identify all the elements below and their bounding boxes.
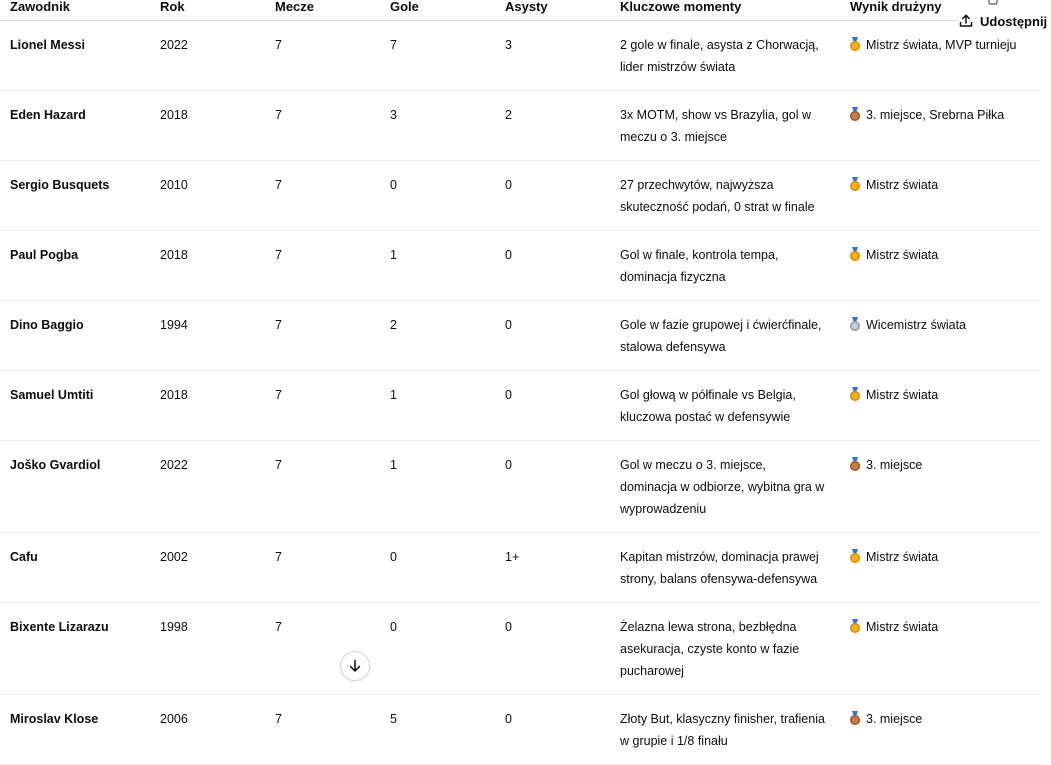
medal-disc bbox=[850, 553, 860, 563]
matches-cell: 7 bbox=[265, 371, 380, 441]
bronze-medal-icon bbox=[850, 457, 860, 471]
assists-cell: 2 bbox=[495, 91, 610, 161]
year-cell: 1994 bbox=[150, 301, 265, 371]
arrow-down-icon bbox=[348, 659, 362, 673]
header-key-moments: Kluczowe momenty bbox=[610, 0, 840, 21]
goals-cell: 7 bbox=[380, 21, 495, 91]
assists-cell: 0 bbox=[495, 603, 610, 695]
matches-cell: 7 bbox=[265, 603, 380, 695]
header-year: Rok bbox=[150, 0, 265, 21]
table-header-row bbox=[0, 0, 1040, 21]
table-row bbox=[0, 91, 1040, 161]
medal-disc bbox=[850, 181, 860, 191]
year-cell: 2022 bbox=[150, 21, 265, 91]
goals-cell: 1 bbox=[380, 231, 495, 301]
matches-cell: 7 bbox=[265, 441, 380, 533]
player-name: Miroslav Klose bbox=[0, 695, 150, 765]
year-cell: 2010 bbox=[150, 161, 265, 231]
team-result-cell bbox=[840, 21, 1040, 91]
header-player: Zawodnik bbox=[0, 0, 150, 21]
table-row bbox=[0, 21, 1040, 91]
header-assists: Asysty bbox=[495, 0, 610, 21]
assists-cell: 0 bbox=[495, 231, 610, 301]
team-result-cell bbox=[840, 371, 1040, 441]
player-name: Joško Gvardiol bbox=[0, 441, 150, 533]
assists-cell: 0 bbox=[495, 441, 610, 533]
table-row bbox=[0, 371, 1040, 441]
key-moments-cell: Gol w finale, kontrola tempa, dominacja fizyczna bbox=[610, 231, 840, 301]
medal-disc bbox=[850, 715, 860, 725]
player-name: Cafu bbox=[0, 533, 150, 603]
team-result-cell bbox=[840, 441, 1040, 533]
assists-cell: 0 bbox=[495, 371, 610, 441]
scroll-down-button[interactable] bbox=[340, 651, 370, 681]
assists-cell: 0 bbox=[495, 695, 610, 765]
key-moments-cell: Kapitan mistrzów, dominacja prawej strony, balans ofensywa-defensywa bbox=[610, 533, 840, 603]
team-result-cell bbox=[840, 161, 1040, 231]
player-name: Paul Pogba bbox=[0, 231, 150, 301]
table-row bbox=[0, 603, 1040, 695]
table-row bbox=[0, 441, 1040, 533]
year-cell: 2022 bbox=[150, 441, 265, 533]
table-body bbox=[0, 21, 1040, 765]
player-name: Samuel Umtiti bbox=[0, 371, 150, 441]
matches-cell: 7 bbox=[265, 301, 380, 371]
matches-cell: 7 bbox=[265, 533, 380, 603]
goals-cell: 3 bbox=[380, 91, 495, 161]
medal-disc bbox=[850, 321, 860, 331]
player-name: Lionel Messi bbox=[0, 21, 150, 91]
team-result-cell bbox=[840, 91, 1040, 161]
team-result-label: 3. miejsce bbox=[866, 712, 923, 726]
team-result-cell bbox=[840, 231, 1040, 301]
key-moments-cell: Żelazna lewa strona, bezbłędna asekuracja, czyste konto w fazie pucharowej bbox=[610, 603, 840, 695]
matches-cell: 7 bbox=[265, 231, 380, 301]
table-row bbox=[0, 301, 1040, 371]
year-cell: 2018 bbox=[150, 231, 265, 301]
silver-medal-icon bbox=[850, 317, 860, 331]
gold-medal-icon bbox=[850, 387, 860, 401]
matches-cell: 7 bbox=[265, 695, 380, 765]
team-result-label: Mistrz świata bbox=[866, 388, 939, 402]
goals-cell: 0 bbox=[380, 533, 495, 603]
medal-disc bbox=[850, 251, 860, 261]
player-name: Sergio Busquets bbox=[0, 161, 150, 231]
key-moments-cell: 27 przechwytów, najwyższa skuteczność podań, 0 strat w finale bbox=[610, 161, 840, 231]
team-result-label: Wicemistrz świata bbox=[866, 318, 967, 332]
goals-cell: 1 bbox=[380, 371, 495, 441]
gold-medal-icon bbox=[850, 619, 860, 633]
gold-medal-icon bbox=[850, 247, 860, 261]
medal-disc bbox=[850, 461, 860, 471]
goals-cell: 5 bbox=[380, 695, 495, 765]
key-moments-cell: 2 gole w finale, asysta z Chorwacją, lider mistrzów świata bbox=[610, 21, 840, 91]
player-name: Bixente Lizarazu bbox=[0, 603, 150, 695]
medal-disc bbox=[850, 623, 860, 633]
gold-medal-icon bbox=[850, 549, 860, 563]
key-moments-cell: Gol głową w półfinale vs Belgia, kluczowa postać w defensywie bbox=[610, 371, 840, 441]
key-moments-cell: Gole w fazie grupowej i ćwierćfinale, stalowa defensywa bbox=[610, 301, 840, 371]
assists-cell: 0 bbox=[495, 161, 610, 231]
goals-cell: 0 bbox=[380, 603, 495, 695]
header-team-result: Wynik drużyny bbox=[840, 0, 1040, 21]
bronze-medal-icon bbox=[850, 711, 860, 725]
key-moments-cell: Złoty But, klasyczny finisher, trafienia w grupie i 1/8 finału bbox=[610, 695, 840, 765]
assists-cell: 3 bbox=[495, 21, 610, 91]
goals-cell: 2 bbox=[380, 301, 495, 371]
medal-disc bbox=[850, 41, 860, 51]
medal-disc bbox=[850, 111, 860, 121]
team-result-cell bbox=[840, 695, 1040, 765]
team-result-label: Mistrz świata bbox=[866, 248, 939, 262]
share-label: Udostępnij bbox=[980, 13, 1048, 29]
matches-cell: 7 bbox=[265, 21, 380, 91]
table-row bbox=[0, 695, 1040, 765]
player-name: Eden Hazard bbox=[0, 91, 150, 161]
header-goals: Gole bbox=[380, 0, 495, 21]
table-row bbox=[0, 533, 1040, 603]
team-result-label: 3. miejsce, Srebrna Piłka bbox=[866, 108, 1005, 122]
goals-cell: 0 bbox=[380, 161, 495, 231]
team-result-cell bbox=[840, 301, 1040, 371]
team-result-label: Mistrz świata bbox=[866, 620, 939, 634]
goals-cell: 1 bbox=[380, 441, 495, 533]
team-result-label: 3. miejsce bbox=[866, 458, 923, 472]
team-result-label: Mistrz świata, MVP turnieju bbox=[866, 38, 1017, 52]
share-icon bbox=[958, 13, 974, 29]
team-result-label: Mistrz świata bbox=[866, 550, 939, 564]
matches-cell: 7 bbox=[265, 91, 380, 161]
year-cell: 2006 bbox=[150, 695, 265, 765]
key-moments-cell: 3x MOTM, show vs Brazylia, gol w meczu o 3. miejsce bbox=[610, 91, 840, 161]
assists-cell: 0 bbox=[495, 301, 610, 371]
gold-medal-icon bbox=[850, 177, 860, 191]
team-result-cell bbox=[840, 603, 1040, 695]
year-cell: 2002 bbox=[150, 533, 265, 603]
medal-disc bbox=[850, 391, 860, 401]
team-result-label: Mistrz świata bbox=[866, 178, 939, 192]
copy-icon[interactable] bbox=[988, 0, 998, 5]
table-row bbox=[0, 231, 1040, 301]
assists-cell: 1+ bbox=[495, 533, 610, 603]
bronze-medal-icon bbox=[850, 107, 860, 121]
gold-medal-icon bbox=[850, 37, 860, 51]
share-button[interactable] bbox=[958, 12, 1051, 30]
key-moments-cell: Gol w meczu o 3. miejsce, dominacja w odbiorze, wybitna gra w wyprowadzeniu bbox=[610, 441, 840, 533]
year-cell: 2018 bbox=[150, 371, 265, 441]
table-row bbox=[0, 161, 1040, 231]
player-name: Dino Baggio bbox=[0, 301, 150, 371]
header-matches: Mecze bbox=[265, 0, 380, 21]
year-cell: 1998 bbox=[150, 603, 265, 695]
year-cell: 2018 bbox=[150, 91, 265, 161]
matches-cell: 7 bbox=[265, 161, 380, 231]
team-result-cell bbox=[840, 533, 1040, 603]
